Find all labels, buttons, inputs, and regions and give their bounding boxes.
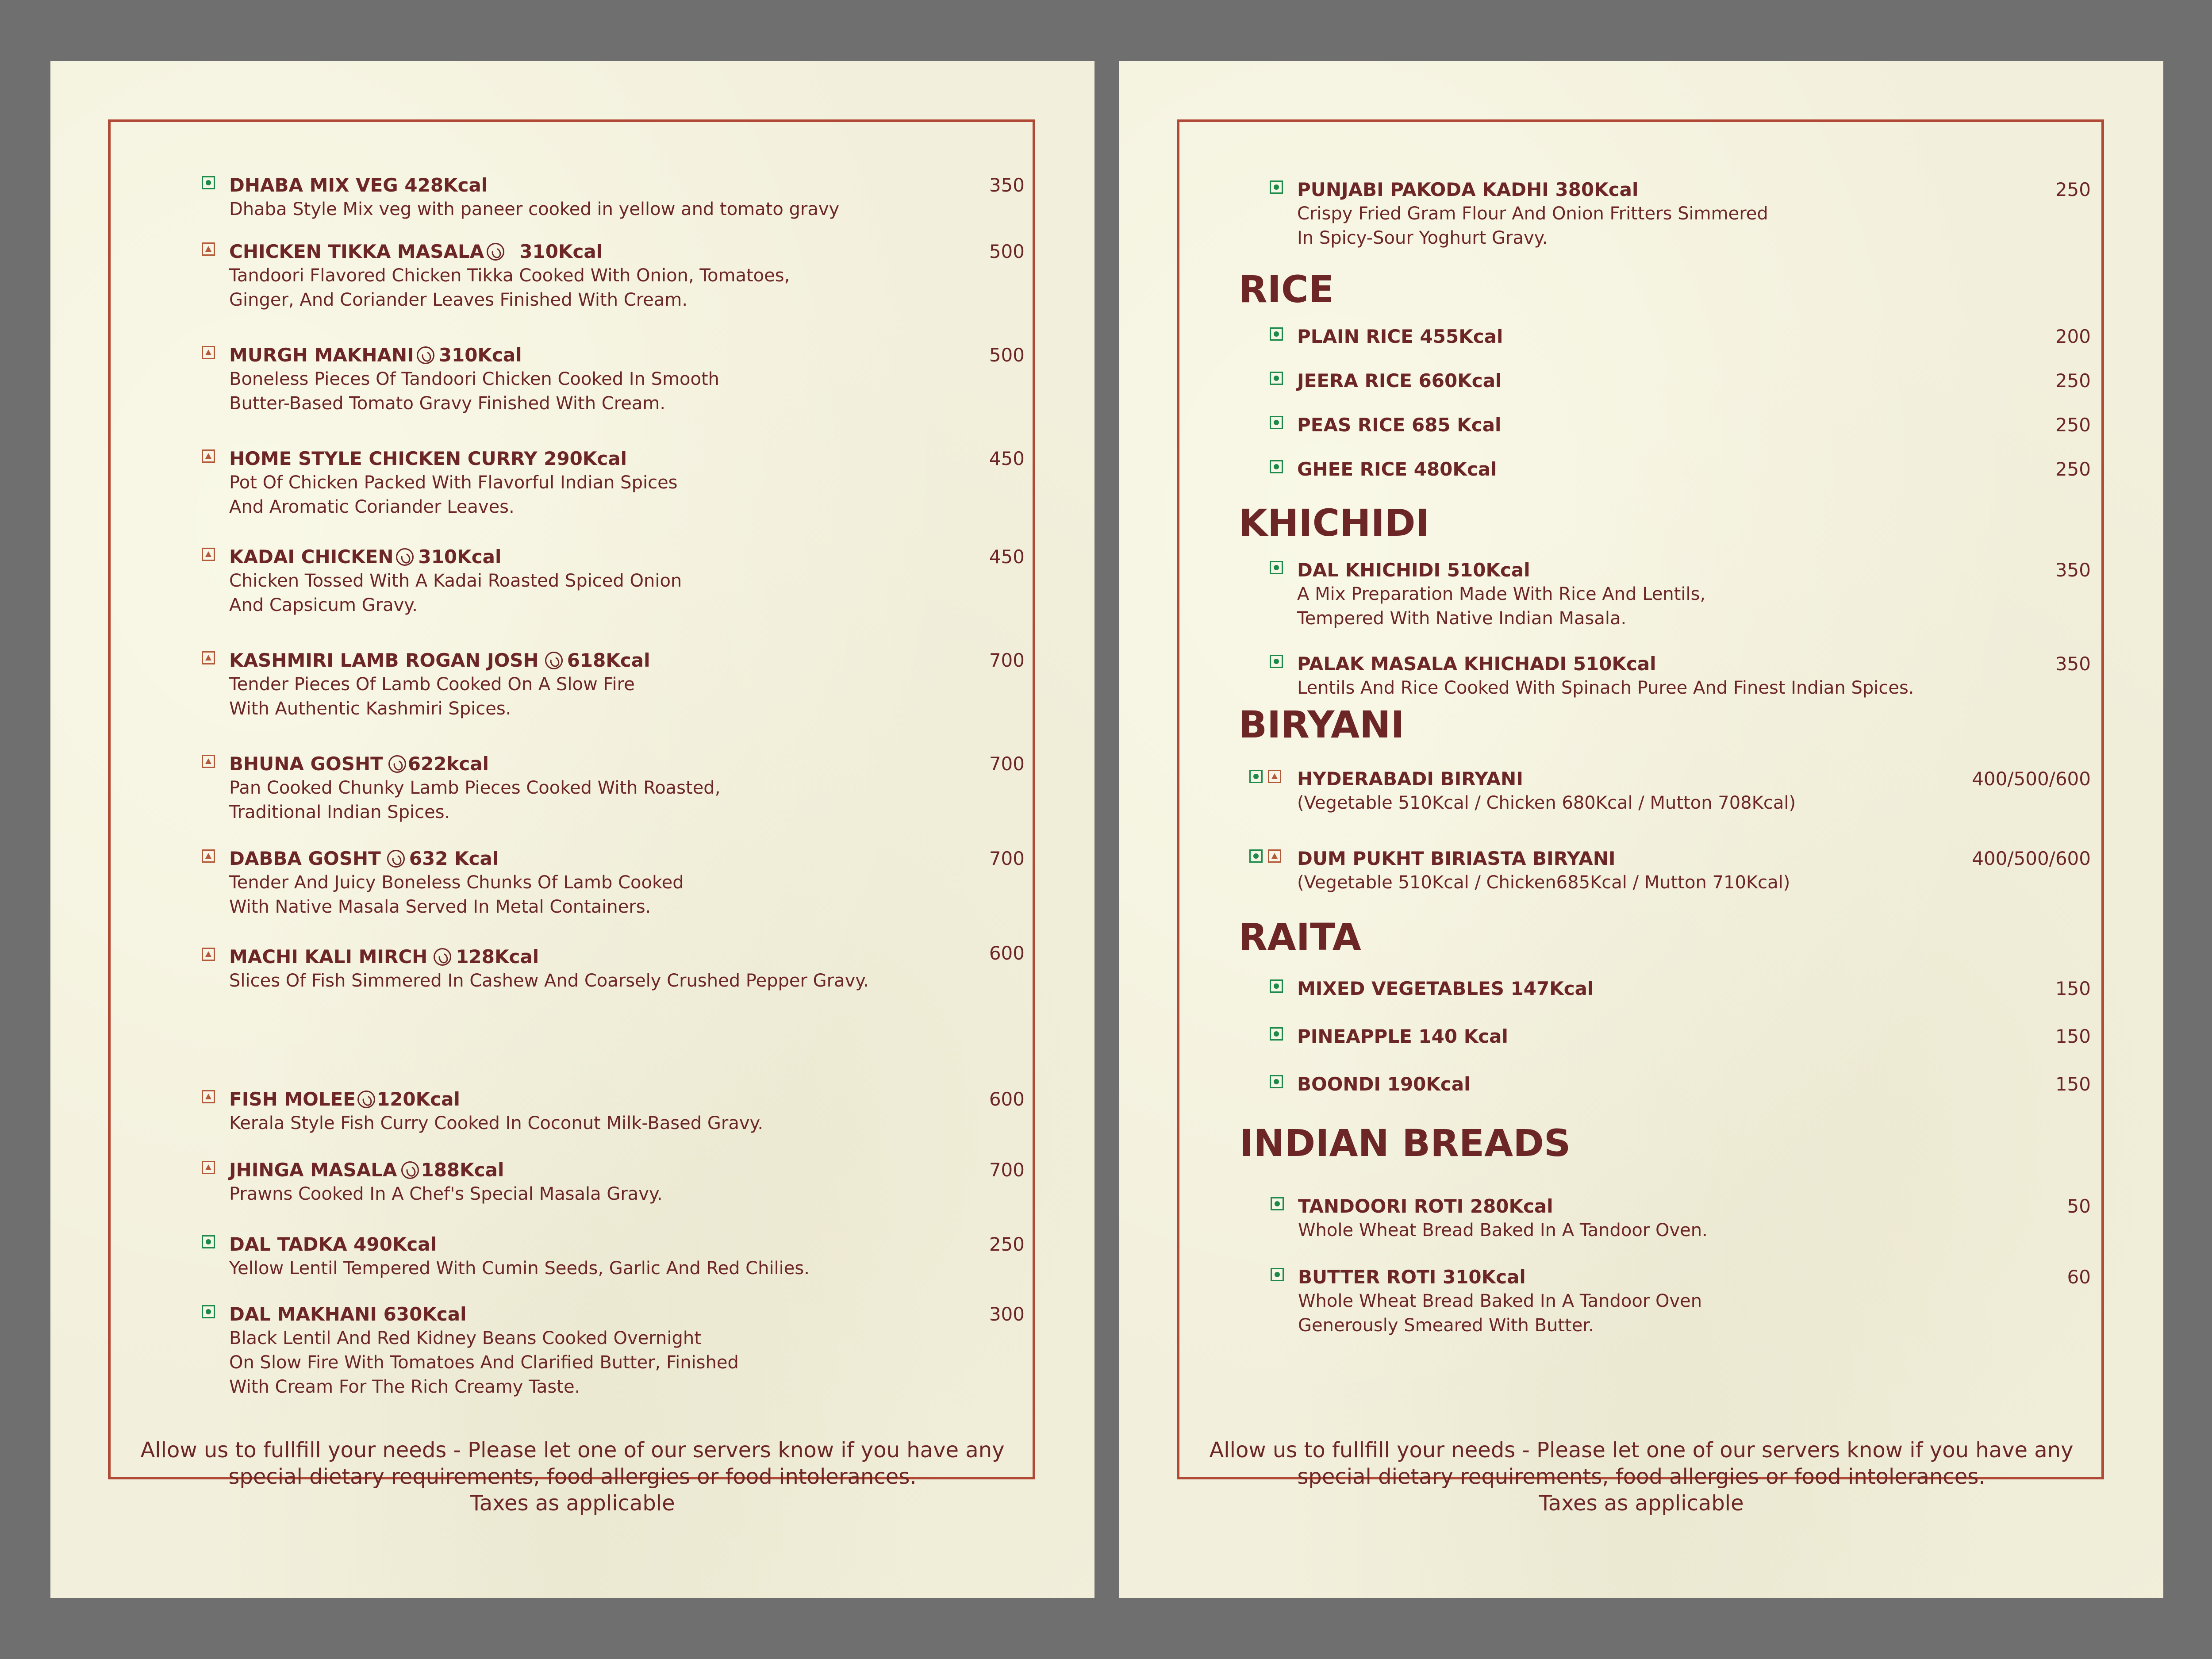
non-veg-icon [202,755,215,768]
item-price: 350 [2055,559,2091,581]
non-veg-icon [202,849,215,863]
item-description: Prawns Cooked In A Chef's Special Masala Gravy. [229,1184,663,1204]
dietary-notice: Allow us to fullfill your needs - Please let one of our servers know if you have any special dietary requirements, food allergies or food intolerances. Taxes as applicable [1209,1438,2074,1516]
item-name: KADAI CHICKEN 310Kcal [229,546,502,568]
non-veg-icon [1268,770,1281,783]
item-name: BHUNA GOSHT 622kcal [229,753,489,775]
veg-icon [202,176,215,189]
section-title-biryani: BIRYANI [1239,703,1405,746]
item-description: Pot Of Chicken Packed With Flavorful Indian Spices And Aromatic Coriander Leaves. [229,472,678,517]
menu-page-left [50,61,1094,1598]
item-price: 350 [2055,653,2091,675]
item-name: FISH MOLEE 120Kcal [229,1088,460,1110]
item-price: 700 [989,753,1025,775]
item-price: 150 [2055,1025,2091,1047]
veg-icon [1270,180,1283,194]
item-price: 50 [2067,1195,2091,1217]
veg-icon [1249,770,1263,783]
veg-icon [1270,561,1283,574]
item-price: 400/500/600 [1972,848,2091,869]
section-title-raita: RAITA [1239,915,1361,959]
item-price: 500 [989,344,1025,366]
item-description: Tender And Juicy Boneless Chunks Of Lamb Cooked With Native Masala Served In Metal Containers. [229,872,684,917]
non-veg-icon [202,651,215,664]
item-price: 250 [989,1233,1025,1255]
veg-icon [202,1235,215,1248]
item-price: 700 [989,1159,1025,1181]
item-name: HYDERABADI BIRYANI [1297,768,1523,790]
item-name: BUTTER ROTI 310Kcal [1298,1266,1526,1288]
item-description: Boneless Pieces Of Tandoori Chicken Cooked In Smooth Butter-Based Tomato Gravy Finished With Cream. [229,369,720,414]
item-description: (Vegetable 510Kcal / Chicken685Kcal / Mutton 710Kcal) [1297,872,1790,893]
item-description: Tandoori Flavored Chicken Tikka Cooked With Onion, Tomatoes, Ginger, And Coriander Leaves Finished With Cream. [229,265,790,310]
non-veg-icon [202,1090,215,1103]
section-title-khichidi: KHICHIDI [1239,501,1429,545]
item-name: DUM PUKHT BIRIASTA BIRYANI [1297,848,1616,869]
veg-icon [1270,1027,1283,1041]
item-name: GHEE RICE 480Kcal [1297,458,1497,480]
item-price: 600 [989,1088,1025,1110]
item-price: 250 [2055,179,2091,200]
section-title-rice: RICE [1239,268,1334,311]
non-veg-icon [202,346,215,359]
item-price: 150 [2055,1073,2091,1095]
item-description: A Mix Preparation Made With Rice And Lentils, Tempered With Native Indian Masala. [1297,584,1706,629]
item-price: 250 [2055,458,2091,480]
item-description: Slices Of Fish Simmered In Cashew And Coarsely Crushed Pepper Gravy. [229,971,869,991]
item-name: HOME STYLE CHICKEN CURRY 290Kcal [229,448,627,469]
item-price: 700 [989,848,1025,869]
menu-page-right [1119,61,2163,1598]
item-description: Black Lentil And Red Kidney Beans Cooked Overnight On Slow Fire With Tomatoes And Clarified Butter, Finished With Cream For The Rich Creamy Taste. [229,1328,739,1397]
non-veg-icon [202,548,215,561]
item-name: MURGH MAKHANI 310Kcal [229,344,522,366]
veg-icon [1271,1197,1284,1210]
item-name: CHICKEN TIKKA MASALA 310Kcal [229,241,603,262]
item-description: Crispy Fried Gram Flour And Onion Fritters Simmered In Spicy-Sour Yoghurt Gravy. [1297,204,1768,248]
non-veg-icon [202,948,215,961]
item-price: 200 [2055,326,2091,347]
non-veg-icon [202,1161,215,1174]
item-price: 350 [989,174,1025,196]
item-name: PEAS RICE 685 Kcal [1297,414,1502,436]
item-name: PALAK MASALA KHICHADI 510Kcal [1297,653,1656,675]
item-price: 250 [2055,414,2091,436]
spicy-chili-icon [387,850,405,868]
veg-icon [1270,416,1283,429]
veg-icon [1270,979,1283,993]
item-name: DHABA MIX VEG 428Kcal [229,174,488,196]
spicy-chili-icon [417,346,434,364]
item-price: 450 [989,448,1025,469]
item-description: Pan Cooked Chunky Lamb Pieces Cooked With Roasted, Traditional Indian Spices. [229,778,721,822]
spicy-chili-icon [357,1091,375,1108]
veg-icon [1270,1075,1283,1088]
item-description: Yellow Lentil Tempered With Cumin Seeds, Garlic And Red Chilies. [229,1258,810,1279]
item-name: DABBA GOSHT 632 Kcal [229,848,499,869]
veg-icon [1270,372,1283,385]
non-veg-icon [202,242,215,256]
item-price: 250 [2055,370,2091,392]
spicy-chili-icon [545,652,563,669]
item-name: KASHMIRI LAMB ROGAN JOSH 618Kcal [229,649,650,671]
item-price: 300 [989,1303,1025,1325]
non-veg-icon [202,449,215,463]
item-name: PINEAPPLE 140 Kcal [1297,1025,1508,1047]
veg-icon [202,1305,215,1318]
item-description: (Vegetable 510Kcal / Chicken 680Kcal / Mutton 708Kcal) [1297,793,1796,813]
item-name: TANDOORI ROTI 280Kcal [1298,1195,1553,1217]
item-name: PUNJABI PAKODA KADHI 380Kcal [1297,179,1639,200]
item-description: Lentils And Rice Cooked With Spinach Puree And Finest Indian Spices. [1297,678,1914,698]
item-price: 450 [989,546,1025,568]
item-name: BOONDI 190Kcal [1297,1073,1471,1095]
item-description: Chicken Tossed With A Kadai Roasted Spiced Onion And Capsicum Gravy. [229,571,682,615]
item-name: DAL TADKA 490Kcal [229,1233,437,1255]
item-price: 700 [989,649,1025,671]
dietary-notice: Allow us to fullfill your needs - Please let one of our servers know if you have any special dietary requirements, food allergies or food intolerances. Taxes as applicable [140,1438,1005,1516]
item-description: Whole Wheat Bread Baked In A Tandoor Oven. [1298,1220,1708,1240]
item-description: Kerala Style Fish Curry Cooked In Coconut Milk-Based Gravy. [229,1113,764,1133]
item-description: Tender Pieces Of Lamb Cooked On A Slow Fire With Authentic Kashmiri Spices. [229,674,635,719]
veg-icon [1270,655,1283,668]
item-price: 60 [2067,1266,2091,1288]
veg-icon [1270,327,1283,341]
item-price: 400/500/600 [1972,768,2091,790]
item-name: MIXED VEGETABLES 147Kcal [1297,978,1594,999]
item-name: JEERA RICE 660Kcal [1297,370,1502,392]
spicy-chili-icon [388,755,406,773]
item-price: 600 [989,942,1025,964]
veg-icon [1270,460,1283,473]
item-price: 500 [989,241,1025,262]
item-name: DAL KHICHIDI 510Kcal [1297,559,1530,581]
spicy-chili-icon [434,948,451,966]
non-veg-icon [1268,849,1281,863]
item-name: MACHI KALI MIRCH 128Kcal [229,946,539,968]
item-name: JHINGA MASALA 188Kcal [229,1159,504,1181]
spicy-chili-icon [396,548,414,566]
veg-icon [1249,849,1263,863]
item-price: 150 [2055,978,2091,999]
veg-icon [1271,1268,1284,1281]
spicy-chili-icon [401,1161,419,1179]
item-name: PLAIN RICE 455Kcal [1297,326,1503,347]
item-name: DAL MAKHANI 630Kcal [229,1303,467,1325]
spicy-chili-icon [487,243,504,261]
item-description: Dhaba Style Mix veg with paneer cooked in yellow and tomato gravy [229,199,840,219]
item-description: Whole Wheat Bread Baked In A Tandoor Oven Generously Smeared With Butter. [1298,1291,1702,1336]
section-title-indian-breads: INDIAN BREADS [1240,1121,1571,1165]
